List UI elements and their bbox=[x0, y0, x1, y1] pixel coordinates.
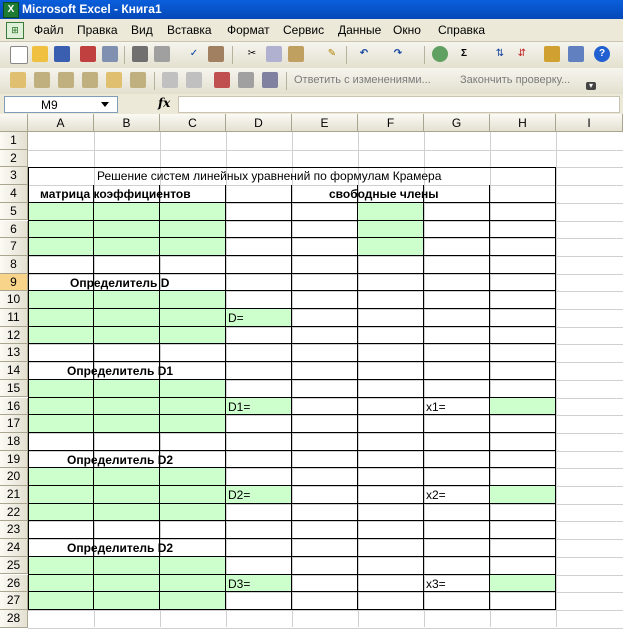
row-header-14[interactable]: 14 bbox=[0, 362, 28, 380]
table-row-border bbox=[28, 574, 556, 575]
hyperlink-icon[interactable] bbox=[432, 46, 448, 62]
email-icon[interactable] bbox=[102, 46, 118, 62]
table-row-border bbox=[28, 202, 556, 203]
row-header-10[interactable]: 10 bbox=[0, 291, 28, 309]
table-row-border bbox=[28, 361, 556, 362]
sort-ascending-icon[interactable]: ⇅ bbox=[495, 48, 505, 59]
free-terms-header: свободные члены bbox=[329, 187, 439, 202]
table-row-border bbox=[28, 485, 556, 486]
row-header-7[interactable]: 7 bbox=[0, 238, 28, 256]
row-header-23[interactable]: 23 bbox=[0, 521, 28, 539]
row-header-6[interactable]: 6 bbox=[0, 221, 28, 239]
cut-icon[interactable]: ✂ bbox=[247, 48, 257, 59]
format-painter-icon[interactable]: ✎ bbox=[327, 48, 337, 59]
print-preview-icon[interactable] bbox=[154, 46, 170, 62]
review-icon-5[interactable] bbox=[130, 72, 146, 88]
open-icon[interactable] bbox=[32, 46, 48, 62]
spelling-icon[interactable]: ✓ bbox=[189, 48, 199, 59]
row-header-20[interactable]: 20 bbox=[0, 468, 28, 486]
table-row-border bbox=[28, 397, 556, 398]
table-row-border bbox=[28, 379, 556, 380]
undo-icon[interactable]: ↶ bbox=[359, 48, 369, 59]
table-row-border bbox=[28, 591, 556, 592]
redo-icon[interactable]: ↷ bbox=[393, 48, 403, 59]
table-row-border bbox=[28, 273, 556, 274]
column-header-c[interactable]: C bbox=[160, 114, 226, 132]
table-row-border bbox=[28, 414, 556, 415]
table-row-border bbox=[28, 290, 556, 291]
review-icon-2[interactable] bbox=[58, 72, 74, 88]
row-header-3[interactable]: 3 bbox=[0, 167, 28, 185]
name-box-dropdown-icon[interactable] bbox=[101, 102, 109, 107]
table-row-border bbox=[28, 520, 556, 521]
table-row-border bbox=[28, 503, 556, 504]
drawing-icon[interactable] bbox=[568, 46, 584, 62]
table-row-border bbox=[28, 237, 556, 238]
row-header-12[interactable]: 12 bbox=[0, 327, 28, 345]
menu-view[interactable]: Вид bbox=[131, 23, 153, 37]
review-icon-8[interactable] bbox=[238, 72, 254, 88]
row-header-11[interactable]: 11 bbox=[0, 309, 28, 327]
title-bar bbox=[0, 0, 623, 19]
paste-icon[interactable] bbox=[288, 46, 304, 62]
review-icon-3[interactable] bbox=[82, 72, 98, 88]
column-header-f[interactable]: F bbox=[358, 114, 424, 132]
reviewing-toolbar bbox=[0, 68, 623, 95]
column-header-b[interactable]: B bbox=[94, 114, 160, 132]
column-header-e[interactable]: E bbox=[292, 114, 358, 132]
review-icon-7[interactable] bbox=[186, 72, 202, 88]
excel-app-icon[interactable]: X bbox=[3, 2, 19, 18]
end-review-button[interactable]: Закончить проверку... bbox=[460, 74, 571, 86]
menu-help[interactable]: Справка bbox=[438, 23, 486, 37]
determinant-d-heading: Определитель D bbox=[70, 275, 170, 290]
table-row-border bbox=[28, 538, 556, 539]
select-all-corner[interactable] bbox=[0, 114, 28, 132]
track-changes-icon[interactable] bbox=[214, 72, 230, 88]
folder-icon[interactable] bbox=[10, 72, 26, 88]
reply-with-changes-button[interactable]: Ответить с изменениями... bbox=[294, 74, 431, 86]
review-icon-1[interactable] bbox=[34, 72, 50, 88]
column-header-i[interactable]: I bbox=[556, 114, 623, 132]
table-row-border bbox=[28, 432, 556, 433]
row-header-18[interactable]: 18 bbox=[0, 433, 28, 451]
gridline-horizontal bbox=[28, 610, 623, 611]
row-header-13[interactable]: 13 bbox=[0, 344, 28, 362]
review-icon-6[interactable] bbox=[162, 72, 178, 88]
review-icon-9[interactable] bbox=[262, 72, 278, 88]
standard-toolbar bbox=[0, 42, 623, 69]
name-box[interactable] bbox=[4, 96, 118, 113]
name-box-value: M9 bbox=[41, 98, 58, 112]
table-row-border bbox=[28, 255, 556, 256]
formula-bar bbox=[0, 94, 623, 115]
determinant-d3-heading: Определитель D2 bbox=[67, 541, 174, 556]
label-d3: D3= bbox=[228, 576, 251, 591]
row-header-16[interactable]: 16 bbox=[0, 398, 28, 416]
table-row-border bbox=[28, 467, 556, 468]
coefficient-matrix-header: матрица коэффициентов bbox=[40, 187, 191, 202]
menu-file[interactable]: Файл bbox=[34, 23, 64, 37]
determinant-d2-heading: Определитель D2 bbox=[67, 452, 174, 467]
gridline-horizontal bbox=[28, 628, 623, 629]
row-header-25[interactable]: 25 bbox=[0, 557, 28, 575]
row-header-17[interactable]: 17 bbox=[0, 415, 28, 433]
row-header-9[interactable]: 9 bbox=[0, 274, 28, 292]
row-header-22[interactable]: 22 bbox=[0, 504, 28, 522]
determinant-d1-heading: Определитель D1 bbox=[67, 364, 174, 379]
menu-data[interactable]: Данные bbox=[338, 23, 382, 37]
table-row-border bbox=[28, 556, 556, 557]
research-icon[interactable] bbox=[208, 46, 224, 62]
menu-bar bbox=[0, 19, 623, 42]
formula-input[interactable] bbox=[178, 96, 620, 113]
help-icon[interactable]: ? bbox=[594, 46, 610, 62]
column-header-h[interactable]: H bbox=[490, 114, 556, 132]
row-header-26[interactable]: 26 bbox=[0, 575, 28, 593]
gridline-horizontal bbox=[28, 150, 623, 151]
permission-icon[interactable] bbox=[80, 46, 96, 62]
label-x2: x2= bbox=[426, 488, 446, 502]
sort-descending-icon[interactable]: ⇵ bbox=[517, 48, 527, 59]
print-icon[interactable] bbox=[132, 46, 148, 62]
row-header-5[interactable]: 5 bbox=[0, 203, 28, 221]
review-icon-4[interactable] bbox=[106, 72, 122, 88]
table-row-border bbox=[28, 343, 556, 344]
row-header-27[interactable]: 27 bbox=[0, 592, 28, 610]
row-header-4[interactable]: 4 bbox=[0, 185, 28, 203]
row-header-1[interactable]: 1 bbox=[0, 132, 28, 150]
row-header-21[interactable]: 21 bbox=[0, 486, 28, 504]
workbook-icon[interactable]: ⊞ bbox=[6, 22, 24, 39]
menu-tools[interactable]: Сервис bbox=[283, 23, 325, 37]
save-icon[interactable] bbox=[54, 46, 70, 62]
row-header-15[interactable]: 15 bbox=[0, 380, 28, 398]
table-row-border bbox=[28, 326, 556, 327]
menu-format[interactable]: Формат bbox=[227, 23, 270, 37]
column-header-d[interactable]: D bbox=[226, 114, 292, 132]
label-d2: D2= bbox=[228, 488, 251, 502]
menu-window[interactable]: Окно bbox=[393, 23, 421, 37]
sheet-title: Решение систем линейных уравнений по формулам Крамера bbox=[97, 169, 442, 184]
row-header-19[interactable]: 19 bbox=[0, 451, 28, 469]
table-row-border bbox=[28, 450, 556, 451]
column-header-g[interactable]: G bbox=[424, 114, 490, 132]
new-icon[interactable] bbox=[10, 46, 28, 64]
row-header-28[interactable]: 28 bbox=[0, 610, 28, 628]
toolbar-options-icon[interactable]: ▾ bbox=[586, 82, 596, 90]
insert-function-icon[interactable]: fx bbox=[158, 96, 171, 110]
label-x1: x1= bbox=[426, 399, 446, 414]
copy-icon[interactable] bbox=[266, 46, 282, 62]
row-header-2[interactable]: 2 bbox=[0, 150, 28, 168]
row-header-24[interactable]: 24 bbox=[0, 539, 28, 557]
label-x3: x3= bbox=[426, 576, 446, 591]
row-header-8[interactable]: 8 bbox=[0, 256, 28, 274]
table-row-border bbox=[28, 220, 556, 221]
menu-insert[interactable]: Вставка bbox=[167, 23, 212, 37]
chart-wizard-icon[interactable] bbox=[544, 46, 560, 62]
window-title: Microsoft Excel - Книга1 bbox=[22, 2, 162, 16]
label-d: D= bbox=[228, 311, 244, 325]
menu-edit[interactable]: Правка bbox=[77, 23, 118, 37]
table-row-border bbox=[28, 308, 556, 309]
autosum-icon[interactable]: Σ bbox=[460, 48, 467, 59]
worksheet-grid[interactable] bbox=[0, 114, 623, 627]
column-header-a[interactable]: A bbox=[28, 114, 94, 132]
label-d1: D1= bbox=[228, 399, 251, 414]
